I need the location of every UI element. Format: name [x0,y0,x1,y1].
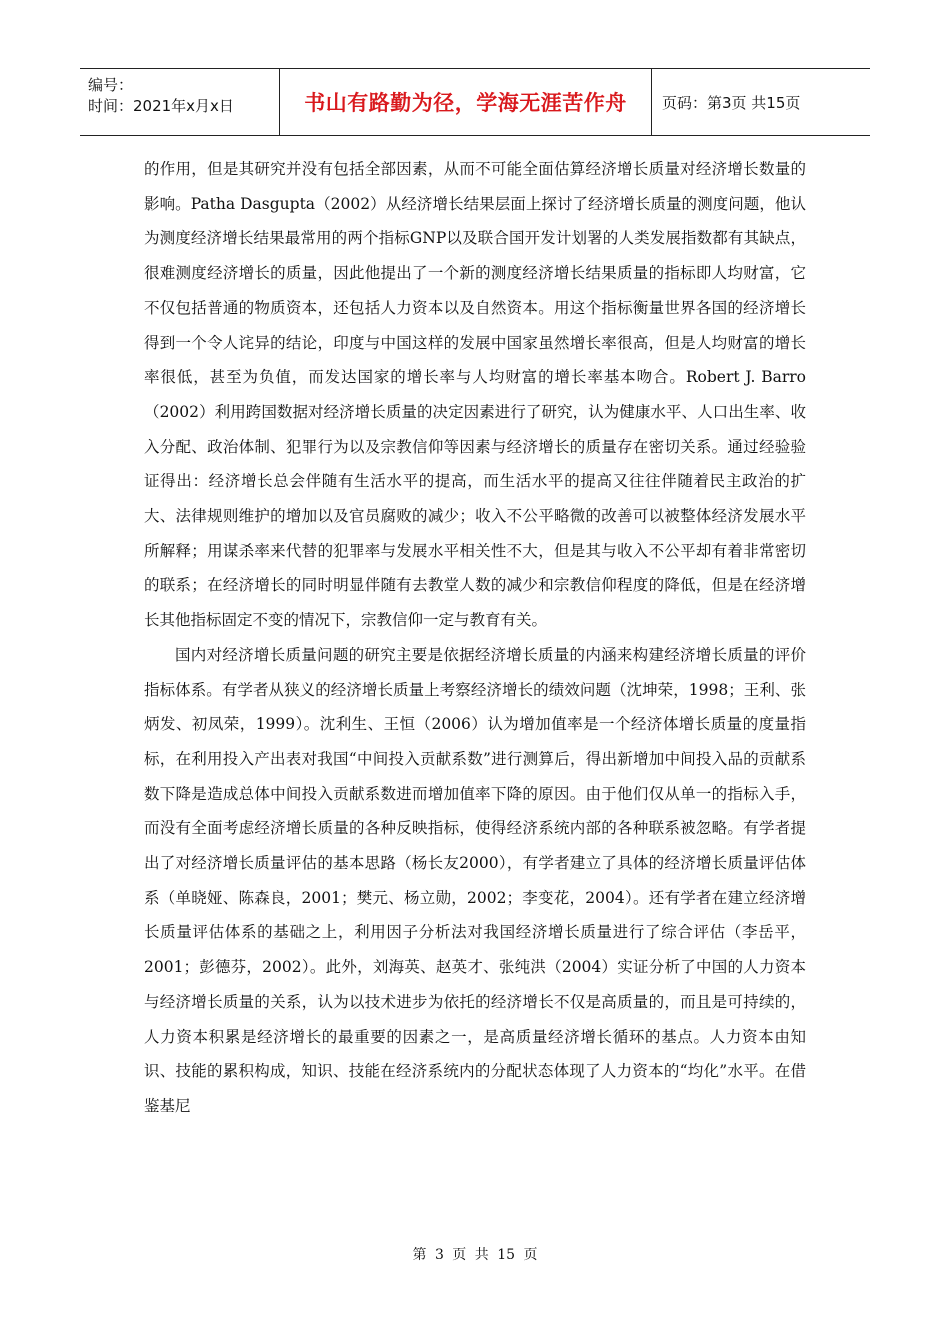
document-body [144,152,806,1124]
header-page-info: 页码：第3页 共15页 [662,93,801,112]
page-header [80,68,870,136]
header-motto: 书山有路勤为径，学海无涯苦作舟 [280,69,652,135]
header-meta [80,69,280,135]
document-date-label: 时间：2021年x月x日 [88,97,234,115]
document-number-label: 编号： [88,76,134,94]
page-footer: 第 3 页 共 15 页 [412,1247,538,1263]
body-paragraph: 的作用，但是其研究并没有包括全部因素，从而不可能全面估算经济增长质量对经济增长数量的影响。Patha Dasgupta（2002）从经济增长结果层面上探讨了经济增长质量的测度问题，他认为测度经济增长结果最常用的两个指标GNP以及联合国开发计划署的人类发展指数都有其缺点，很难测度经济增长的质量，因此他提出了一个新的测度经济增长结果质量的指标即人均财富，它不仅包括普通的物质资本，还包括人力资本以及自然资本。用这个指标衡量世界各国的经济增长得到一个令人诧异的结论，印度与中国这样的发展中国家虽然增长率很高，但是人均财富的增长率很低，甚至为负值，而发达国家的增长率与人均财富的增长率基本吻合。Robert J. Barro（2002）利用跨国数据对经济增长质量的决定因素进行了研究，认为健康水平、人口出生率、收入分配、政治体制、犯罪行为以及宗教信仰等因素与经济增长的质量存在密切关系。通过经验验证得出：经济增长总会伴随有生活水平的提高，而生活水平的提高又往往伴随着民主政治的扩大、法律规则维护的增加以及官员腐败的减少；收入不公平略微的改善可以被整体经济发展水平所解释；用谋杀率来代替的犯罪率与发展水平相关性不大，但是其与收入不公平却有着非常密切的联系；在经济增长的同时明显伴随有去教堂人数的减少和宗教信仰程度的降低，但是在经济增长其他指标固定不变的情况下，宗教信仰一定与教育有关。 [144,160,806,630]
body-paragraph: 国内对经济增长质量问题的研究主要是依据经济增长质量的内涵来构建经济增长质量的评价指标体系。有学者从狭义的经济增长质量上考察经济增长的绩效问题（沈坤荣，1998；王利、张炳发、初凤荣，1999）。沈利生、王恒（2006）认为增加值率是一个经济体增长质量的度量指标，在利用投入产出表对我国“中间投入贡献系数”进行测算后，得出新增加中间投入品的贡献系数下降是造成总体中间投入贡献系数进而增加值率下降的原因。由于他们仅从单一的指标入手，而没有全面考虑经济增长质量的各种反映指标，使得经济系统内部的各种联系被忽略。有学者提出了对经济增长质量评估的基本思路（杨长友2000），有学者建立了具体的经济增长质量评估体系（单晓娅、陈森良，2001；樊元、杨立勋，2002；李变花，2004）。还有学者在建立经济增长质量评估体系的基础之上，利用因子分析法对我国经济增长质量进行了综合评估（李岳平，2001；彭德芬，2002）。此外，刘海英、赵英才、张纯洪（2004）实证分析了中国的人力资本与经济增长质量的关系，认为以技术进步为依托的经济增长不仅是高质量的，而且是可持续的，人力资本积累是经济增长的最重要的因素之一，是高质量经济增长循环的基点。人力资本由知识、技能的累积构成，知识、技能在经济系统内的分配状态体现了人力资本的“均化”水平。在借鉴基尼 [144,645,806,1115]
